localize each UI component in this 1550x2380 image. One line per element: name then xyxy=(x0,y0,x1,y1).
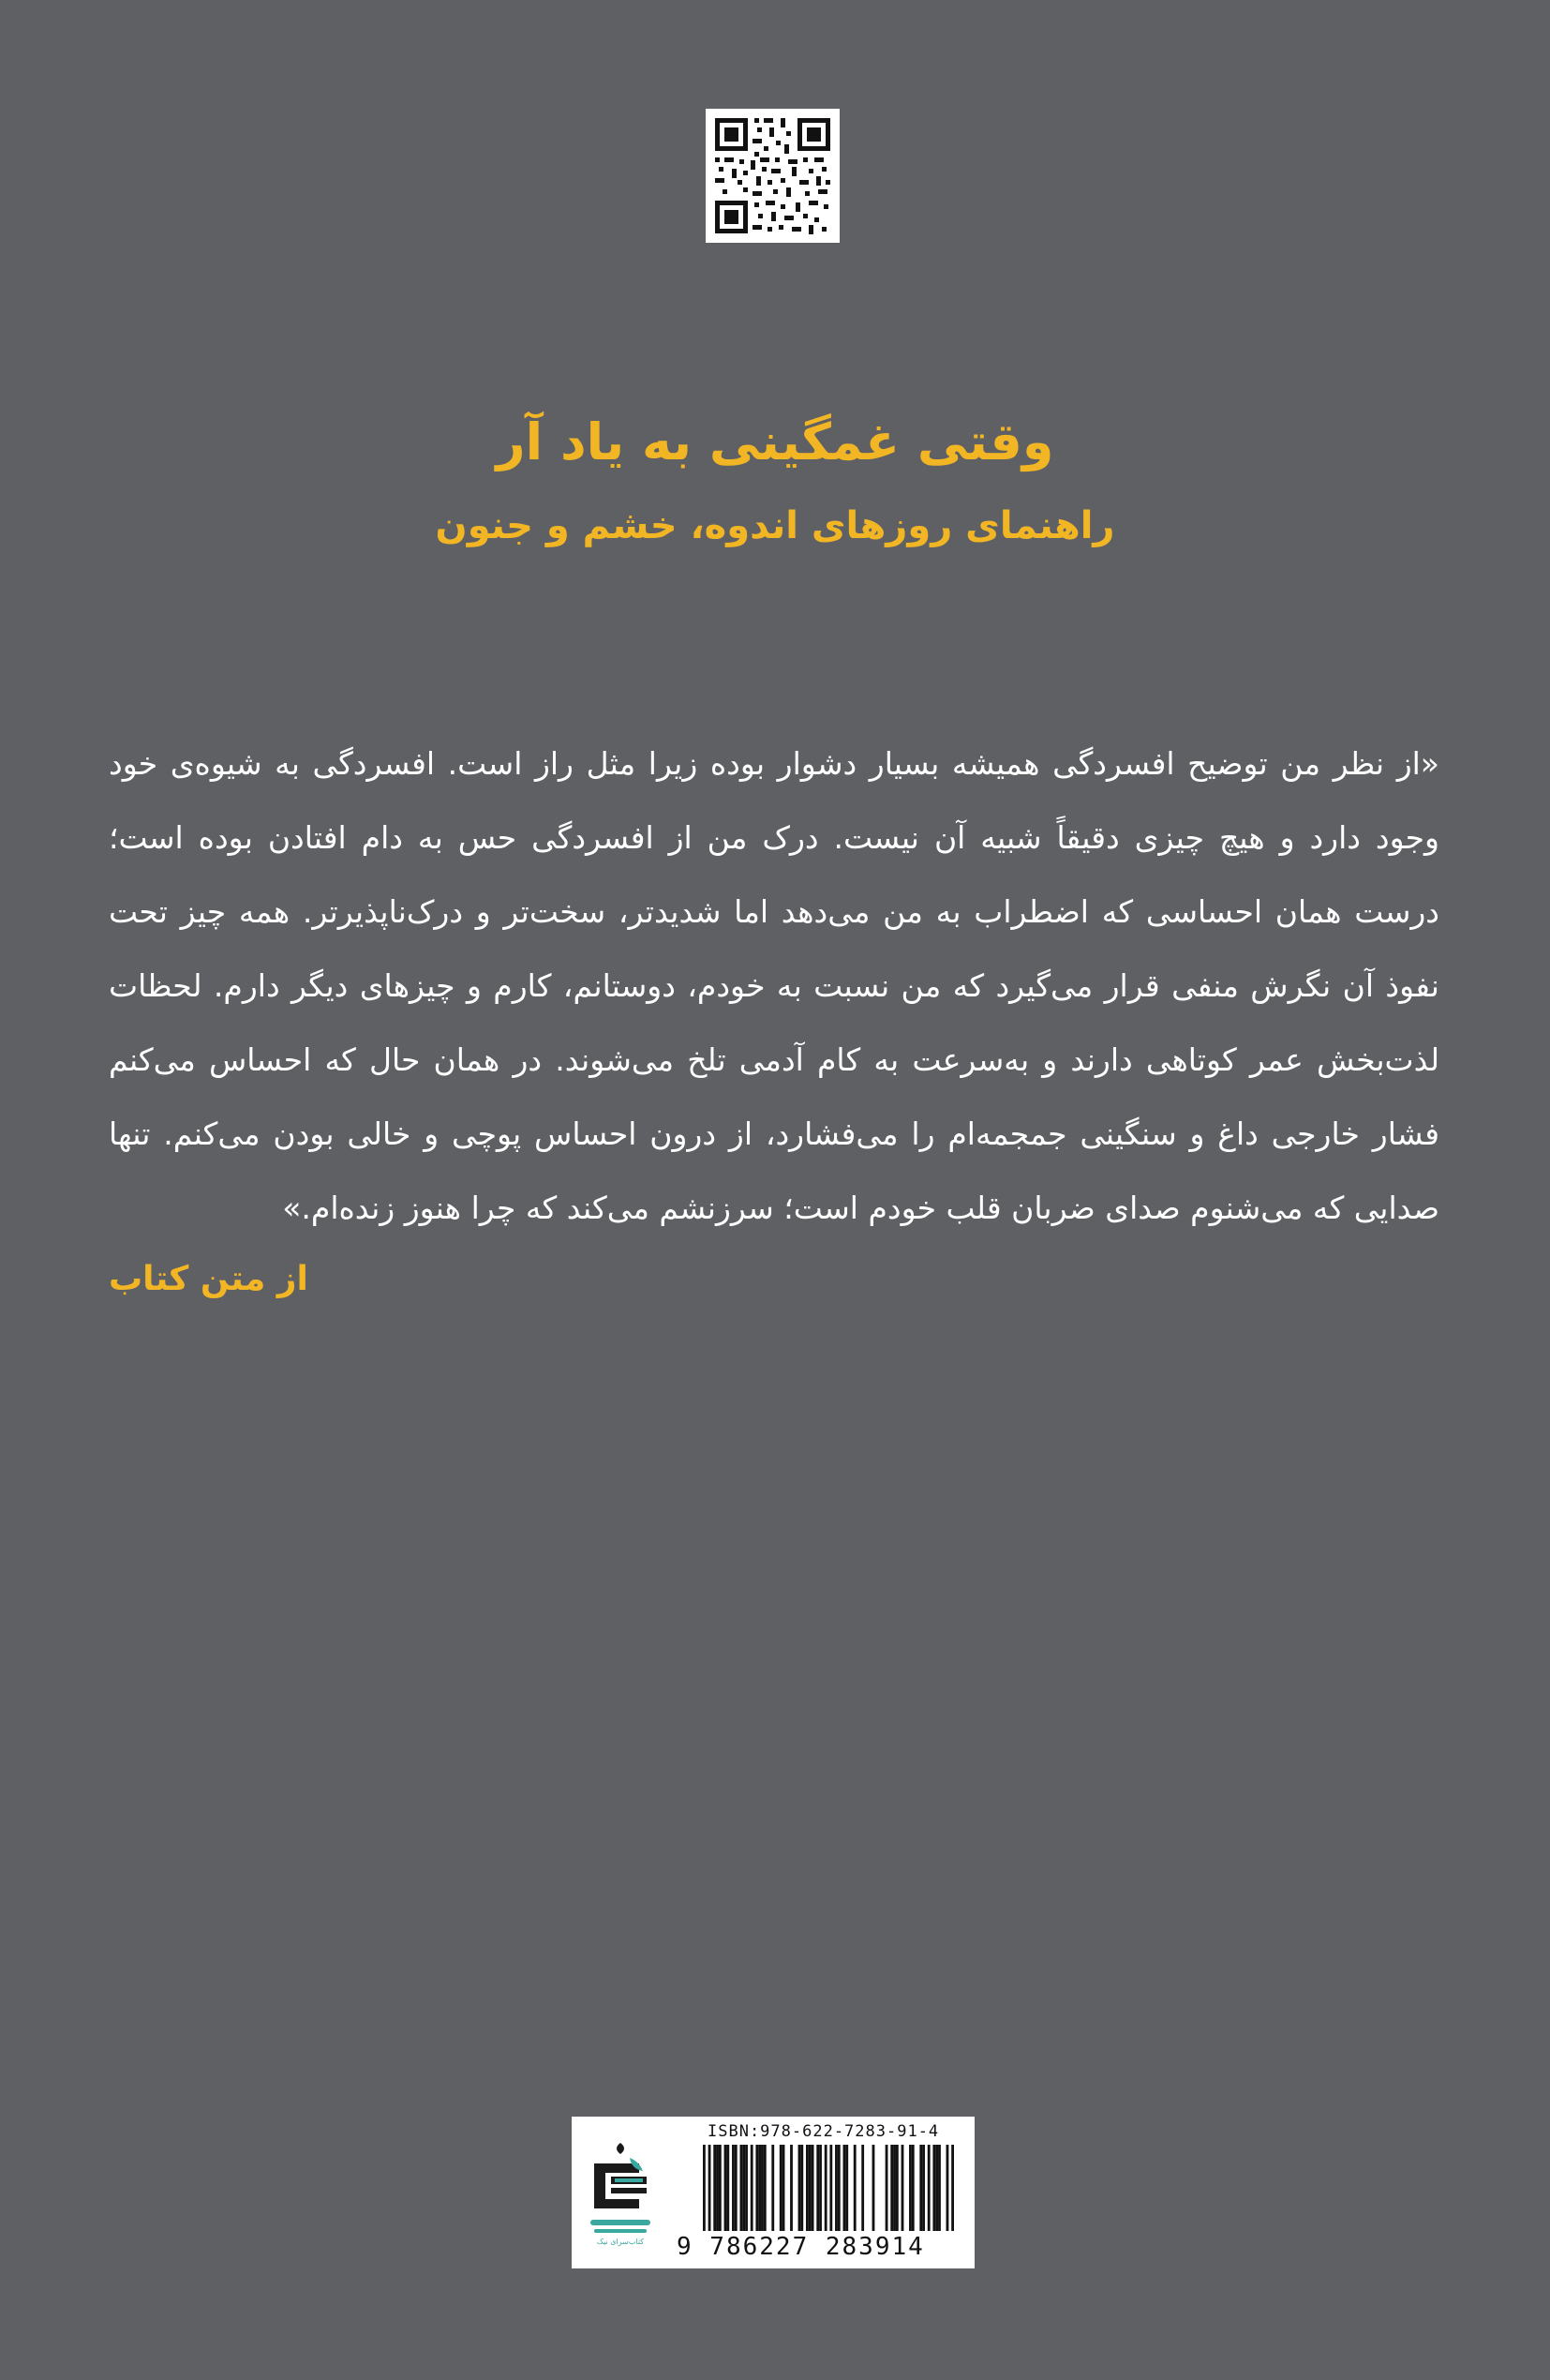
barcode-bar xyxy=(764,2145,767,2231)
barcode-digits: 9 786227 283914 xyxy=(677,2233,925,2261)
barcode-bar xyxy=(843,2145,846,2231)
barcode-bar xyxy=(782,2145,785,2231)
barcode-card xyxy=(572,2117,975,2268)
barcode-bar xyxy=(896,2145,899,2231)
barcode-bar xyxy=(732,2145,735,2231)
qr-code-icon xyxy=(706,109,840,243)
qr-code xyxy=(706,109,840,243)
publisher-logo-icon xyxy=(583,2135,658,2250)
barcode-bar xyxy=(932,2145,935,2231)
isbn-label: ISBN:978-622-7283-91-4 xyxy=(708,2122,940,2141)
barcode-bar xyxy=(890,2145,893,2231)
book-title: وقتی غمگینی به یاد آر xyxy=(496,412,1054,472)
barcode-bar xyxy=(745,2145,748,2231)
barcode-bar xyxy=(938,2145,941,2231)
barcode-bar xyxy=(716,2145,719,2231)
barcode-bar xyxy=(800,2145,803,2231)
barcode-bar xyxy=(761,2145,764,2231)
excerpt-source: از متن کتاب xyxy=(109,1260,308,1298)
barcode-bar xyxy=(886,2145,888,2231)
barcode-bar xyxy=(935,2145,938,2231)
barcode-bar xyxy=(809,2145,812,2231)
barcode-bar xyxy=(838,2145,841,2231)
barcode-bar xyxy=(713,2145,716,2231)
barcode-bar xyxy=(798,2145,801,2231)
barcode-bar xyxy=(816,2145,819,2231)
barcode-bar xyxy=(724,2145,727,2231)
barcode-bar xyxy=(755,2145,758,2231)
barcode-bar xyxy=(708,2145,711,2231)
barcode-bar xyxy=(780,2145,782,2231)
barcode-bar xyxy=(812,2145,814,2231)
barcode-bar xyxy=(835,2145,838,2231)
barcode-bar xyxy=(719,2145,722,2231)
barcode-bar xyxy=(893,2145,896,2231)
barcode-bar xyxy=(829,2145,832,2231)
barcode-bar xyxy=(946,2145,949,2231)
excerpt-text: «از نظر من توضیح افسردگی همیشه بسیار دشوار بوده زیرا مثل راز است. افسردگی به شیوه‌ی خود وجود دارد و هیچ چیزی دقیقاً شبیه آن نیست. درک من از افسردگی حس به دام افتادن بوده است؛ درست همان احساسی که اضطراب به من می‌دهد اما شدیدتر، سخت‌تر و درک‌ناپذیرتر. همه چیز تحت نفوذ آن نگرش منفی قرار می‌گیرد که من نسبت به خودم، دوستانم، کارم و چیزهای دیگر دارم. لحظات لذت‌بخش عمر کوتاهی دارند و به‌سرعت به کام آدمی تلخ می‌شوند. در همان حال که احساس می‌کنم فشار خارجی داغ و سنگینی جمجمه‌ام را می‌فشارد، از درون احساس پوچی و خالی بودن می‌کنم. تنها صدایی که می‌شنوم صدای ضربان قلب خودم است؛ سرزنشم می‌کند که چرا هنوز زنده‌ام.» xyxy=(109,745,1439,1226)
barcode-bar xyxy=(735,2145,738,2231)
barcode-bar xyxy=(854,2145,857,2231)
barcode-bar xyxy=(909,2145,912,2231)
barcode-bar xyxy=(861,2145,864,2231)
barcode-bar xyxy=(845,2145,848,2231)
barcode-bar xyxy=(919,2145,922,2231)
barcode-bar xyxy=(872,2145,875,2231)
book-subtitle: راهنمای روزهای اندوه، خشم و جنون xyxy=(435,504,1115,547)
barcode-bar xyxy=(703,2145,706,2231)
barcode-bar xyxy=(819,2145,822,2231)
barcode-bar xyxy=(726,2145,729,2231)
barcode-bar xyxy=(825,2145,827,2231)
barcode-bar xyxy=(806,2145,809,2231)
barcode-bar xyxy=(951,2145,954,2231)
barcode-bar xyxy=(758,2145,761,2231)
barcode-bar xyxy=(902,2145,904,2231)
barcode-bars xyxy=(703,2145,954,2231)
barcode-bar xyxy=(751,2145,753,2231)
barcode-bar xyxy=(912,2145,915,2231)
barcode-bar xyxy=(739,2145,742,2231)
barcode-bar xyxy=(742,2145,745,2231)
barcode-bar xyxy=(928,2145,931,2231)
barcode-bar xyxy=(922,2145,925,2231)
barcode-bar xyxy=(790,2145,793,2231)
publisher-logo-text: کتاب‌سرای نیک xyxy=(596,2238,645,2246)
barcode-bar xyxy=(771,2145,774,2231)
